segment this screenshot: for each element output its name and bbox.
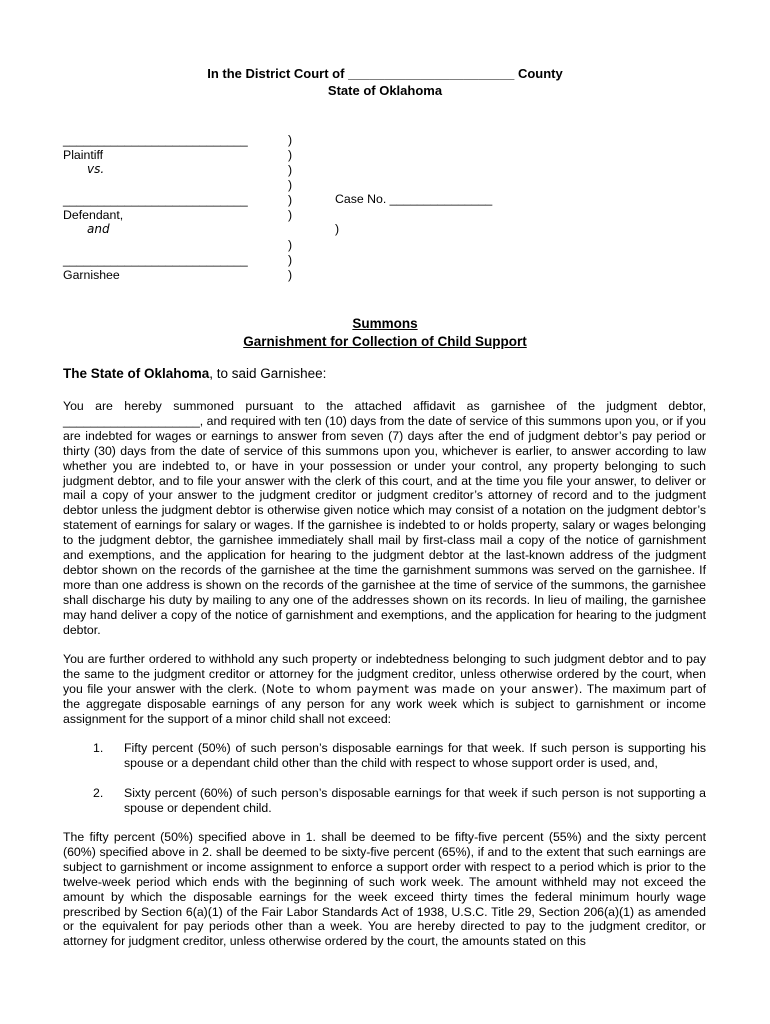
garnishee-blank-line: ___________________________ xyxy=(63,253,248,267)
withhold-text-b: The maximum part of the aggregate disposable earnings of any person for any work week which is subject to garnishment or income assignment for the support of a minor child shall not exceed: xyxy=(63,681,706,726)
and-text: and xyxy=(87,222,110,236)
caption-paren: ) xyxy=(288,163,293,177)
and-label xyxy=(63,222,110,237)
caption-paren: ) xyxy=(288,193,293,207)
garnishee-label: Garnishee xyxy=(63,268,120,282)
caption-paren: ) xyxy=(288,238,293,252)
title-summons: Summons xyxy=(352,316,418,331)
list-text: Fifty percent (50%) of such person’s disposable earnings for that week. If such person is supporting his spouse or a dependant child other than the child with respect to whose support order is used, and, xyxy=(124,741,706,770)
withhold-note: (Note to whom payment was made on your answer). xyxy=(261,681,583,696)
title-garnishment: Garnishment for Collection of Child Support xyxy=(243,334,527,349)
plaintiff-label: Plaintiff xyxy=(63,148,104,162)
caption-paren: ) xyxy=(288,268,293,282)
paragraph-percentages: The fifty percent (50%) specified above in 1. shall be deemed to be fifty-five percent (55%) and the sixty percent (60%) specified above in 2. shall be deemed to be sixty-five percent (65%), if and to the extent that such earnings are subject to garnishment or income assignment to enforce a support order with respect to a period which is prior to the twelve-week period which ends with the beginning of such work week. The amount withheld may not exceed the amount by which the disposable earnings for the week exceed thirty times the federal minimum hourly wage prescribed by Section 6(a)(1) of the Fair Labor Standards Act of 1938, U.S.C. Title 29, Section 206(a)(1) as amended or the equivalent for pay periods other than a week. You are hereby directed to pay to the judgment creditor, or attorney for judgment creditor, unless otherwise ordered by the court, the amounts stated on this xyxy=(63,830,706,949)
list-text: Sixty percent (60%) of such person’s disposable earnings for that week if such person is not supporting a spouse or dependent child. xyxy=(124,786,706,815)
paragraph-withhold xyxy=(63,652,706,727)
caption-paren: ) xyxy=(288,253,293,267)
caption-paren: ) xyxy=(288,148,293,162)
case-number: Case No. _______________ xyxy=(335,192,493,206)
salutation-state: The State of Oklahoma xyxy=(63,366,210,381)
list-number: 2. xyxy=(93,786,104,800)
salutation xyxy=(63,366,326,381)
document-title xyxy=(0,315,770,351)
state-line: State of Oklahoma xyxy=(327,83,443,98)
defendant-blank-line: ___________________________ xyxy=(63,193,248,207)
court-header xyxy=(0,65,770,99)
salutation-rest: , to said Garnishee: xyxy=(209,366,327,381)
court-name-line: In the District Court of _______________________ County xyxy=(207,66,563,81)
versus-label xyxy=(63,162,104,177)
list-number: 1. xyxy=(93,741,104,755)
defendant-label: Defendant, xyxy=(63,208,124,222)
plaintiff-blank-line: ___________________________ xyxy=(63,133,248,147)
caption-paren: ) xyxy=(288,208,293,222)
caption-paren: ) xyxy=(288,133,293,147)
paragraph-summons: You are hereby summoned pursuant to the attached affidavit as garnishee of the judgment debtor, ____________________, and required with ten (10) days from the date of service of this summons upon you, or if you are indebted for wages or earnings to answer from seven (7) days after the end of judgment debtor’s pay period or thirty (30) days from the date of service of this summons upon you, whichever is earlier, to answer according to law whether you are indebted to, or have in your possession or under your control, any property belonging to such judgment debtor, and to file your answer with the clerk of this court, and at the time you file your answer, to deliver or mail a copy of your answer to the judgment creditor or judgment creditor’s attorney of record and to the judgment debtor unless the judgment debtor is otherwise given notice which may consist of a notation on the judgment debtor’s statement of earnings for salary or wages. If the garnishee is indebted to or holds property, salary or wages belonging to the judgment debtor, the garnishee immediately shall mail by first-class mail a copy of the notice of garnishment and exemptions, and the application for hearing to the judgment debtor at the last-known address of the judgment debtor shown on the records of the garnishee at the time the garnishment summons was served on the garnishee. If more than one address is shown on the records of the garnishee at the time of service of the summons, the garnishee shall discharge his duty by mailing to any one of the addresses shown on its records. In lieu of mailing, the garnishee may hand deliver a copy of the notice of garnishment and exemptions, and the application for hearing to the judgment debtor. xyxy=(63,399,706,637)
caption-paren: ) xyxy=(288,178,293,192)
versus-text: vs. xyxy=(87,162,105,176)
case-paren: ) xyxy=(335,222,340,236)
withhold-text-a: You are further ordered to withhold any such property or indebtedness belonging to such judgment debtor and to pay the same to the judgment creditor or attorney for the judgment creditor, unless otherwise ordered by the court, when you file your answer with the clerk. xyxy=(63,652,706,696)
